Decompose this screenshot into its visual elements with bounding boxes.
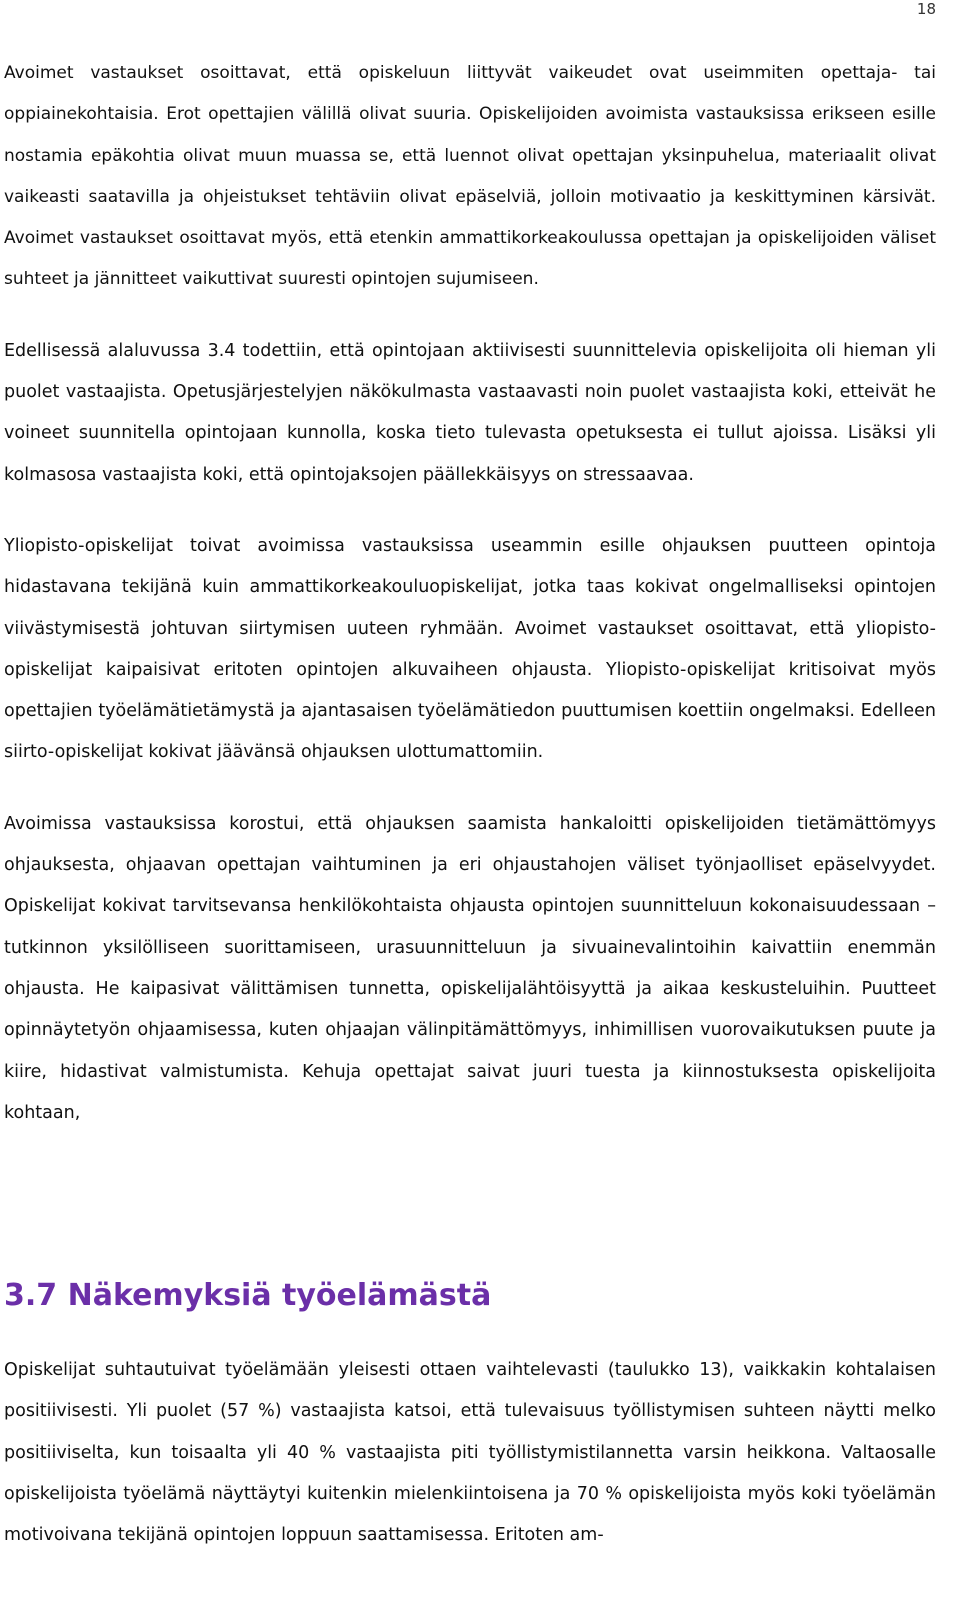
body-paragraph-4: Avoimissa vastauksissa korostui, että ohjauksen saamista hankaloitti opiskelijoiden tietämättömyys ohjauksesta, ohjaavan opettajan vaihtuminen ja eri ohjaustahojen väliset työnjaolliset epäselvyydet. Opiskelijat kokivat tarvitsevansa henkilökohtaista ohjausta opintojen suunnitteluun kokonaisuudessaan – tutkinnon yksilölliseen suorittamiseen, urasuunnitteluun ja sivuainevalintoihin kaivattiin enemmän ohjausta. He kaipasivat välittämisen tunnetta, opiskelijalähtöisyyttä ja aikaa keskusteluihin. Puutteet opinnäytetyön ohjaamisessa, kuten ohjaajan välinpitämättömyys, inhimillisen vuorovaikutuksen puute ja kiire, hidastivat valmistumista. Kehuja opettajat saivat juuri tuesta ja kiinnostuksesta opiskelijoita kohtaan, [4,813,936,1123]
document-body [4,53,936,1557]
body-paragraph-1: Avoimet vastaukset osoittavat, että opiskeluun liittyvät vaikeudet ovat useimmiten opettaja- tai oppiainekohtaisia. Erot opettajien välillä olivat suuria. Opiskelijoiden avoimista vastauksissa erikseen esille nostamia epäkohtia olivat muun muassa se, että luennot olivat opettajan yksinpuhelua, materiaalit olivat vaikeasti saatavilla ja ohjeistukset tehtäviin olivat epäselviä, jolloin motivaatio ja keskittyminen kärsivät. Avoimet vastaukset osoittavat myös, että etenkin ammattikorkeakoulussa opettajan ja opiskelijoiden väliset suhteet ja jännitteet vaikuttivat suuresti opintojen sujumiseen. [4,63,936,290]
page-number: 18 [916,0,936,18]
body-paragraph-2: Edellisessä alaluvussa 3.4 todettiin, että opintojaan aktiivisesti suunnittelevia opiskelijoita oli hieman yli puolet vastaajista. Opetusjärjestelyjen näkökulmasta vastaavasti noin puolet vastaajista koki, etteivät he voineet suunnitella opintojaan kunnolla, koska tieto tulevasta opetuksesta ei tullut ajoissa. Lisäksi yli kolmasosa vastaajista koki, että opintojaksojen päällekkäisyys on stressaavaa. [4,340,936,485]
section-paragraph-1: Opiskelijat suhtautuivat työelämään yleisesti ottaen vaihtelevasti (taulukko 13), vaikkakin kohtalaisen positiivisesti. Yli puolet (57 %) vastaajista katsoi, että tulevaisuus työllistymisen suhteen näytti melko positiiviselta, kun toisaalta yli 40 % vastaajista piti työllistymistilannetta varsin heikkona. Valtaosalle opiskelijoista työelämä näyttäytyi kuitenkin mielenkiintoisena ja 70 % opiskelijoista myös koki työelämän motivoivana tekijänä opintojen loppuun saattamisessa. Eritoten am- [4,1360,936,1546]
body-paragraph-3: Yliopisto-opiskelijat toivat avoimissa vastauksissa useammin esille ohjauksen puutteen opintoja hidastavana tekijänä kuin ammattikorkeakouluopiskelijat, jotka taas kokivat ongelmalliseksi opintojen viivästymisestä johtuvan siirtymisen uuteen ryhmään. Avoimet vastaukset osoittavat, että yliopisto-opiskelijat kaipaisivat eritoten opintojen alkuvaiheen ohjausta. Yliopisto-opiskelijat kritisoivat myös opettajien työelämätietämystä ja ajantasaisen työelämätiedon puuttumisen koettiin ongelmaksi. Edelleen siirto-opiskelijat kokivat jäävänsä ohjauksen ulottumattomiin. [4,535,936,763]
section-heading: 3.7 Näkemyksiä työelämästä [4,1278,492,1314]
